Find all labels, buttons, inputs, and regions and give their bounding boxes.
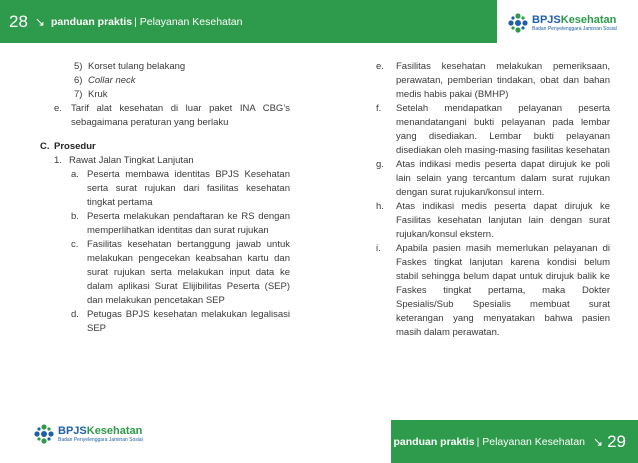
list-item: c. Fasilitas kesehatan bertanggung jawab untuk melakukan pengecekan keabsahan kartu dan surat rujukan serta melakukan input data ke dalam aplikasi Surat Elijibilitas Peserta (SEP) dan melakukan pencetakan SEP <box>71 239 290 306</box>
bpjs-emblem-icon <box>34 424 54 444</box>
footer-guide-title: panduan praktis <box>393 436 475 448</box>
arrow-down-right-icon: ↘ <box>593 435 604 449</box>
list-item: 6) Collar neck <box>74 75 136 86</box>
list-item: g. Atas indikasi medis peserta dapat dirujuk ke poli lain selain yang tercantum dalam surat rujukan dengan surat rujukan/konsul intern. <box>376 159 610 198</box>
list-item: i. Apabila pasien masih memerlukan pelayanan di Faskes tingkat lanjutan karena kondisi belum stabil sehingga belum dapat untuk dirujuk balik ke Faskes tingkat pertama, maka Dokter Spesialis/Sub Spesialis membuat surat keterangan yang menyatakan bahwa pasien masih dalam perawatan. <box>376 243 610 338</box>
arrow-down-right-icon: ↘ <box>34 15 45 29</box>
header-guide-title: panduan praktis <box>50 16 133 28</box>
logo-brand-name: BPJSKesehatan <box>532 13 617 26</box>
header-guide-subtitle: | Pelayanan Kesehatan <box>134 16 243 28</box>
list-item: h. Atas indikasi medis peserta dapat dirujuk ke Fasilitas kesehatan lanjutan lain dengan surat rujukan/konsul ekstern. <box>376 201 610 240</box>
list-item: e. Fasilitas kesehatan melakukan pemeriksaan, perawatan, pemberian tindakan, obat dan bahan medis habis pakai (BMHP) <box>376 61 610 100</box>
list-item: 7) Kruk <box>74 89 108 100</box>
logo-subtitle: Badan Penyelenggara Jaminan Sosial <box>532 25 617 32</box>
page-header <box>0 0 638 43</box>
section-heading: C. Prosedur <box>40 141 96 152</box>
footer-text <box>394 430 627 454</box>
list-item: f. Setelah mendapatkan pelayanan peserta menandatangani bukti pelayanan pada lembar yang disediakan. Lembar bukti pelayanan disediakan oleh masing-masing fasilitas kesehatan <box>376 103 610 156</box>
left-column <box>40 60 290 336</box>
footer-bar <box>391 420 638 463</box>
footer-guide-subtitle: | Pelayanan Kesehatan <box>476 436 586 448</box>
list-item: d. Petugas BPJS kesehatan melakukan legalisasi SEP <box>71 309 290 334</box>
page-number-left: 28 <box>9 12 28 31</box>
list-item: 5) Korset tulang belakang <box>74 61 186 72</box>
bpjs-logo-top <box>508 13 617 33</box>
list-item: b. Peserta melakukan pendaftaran ke RS dengan memperlihatkan identitas dan surat rujukan <box>71 211 290 236</box>
page-number-right: 29 <box>607 432 626 451</box>
bpjs-emblem-icon <box>508 13 528 33</box>
list-item: 1. Rawat Jalan Tingkat Lanjutan <box>54 155 194 166</box>
bpjs-logo-bottom <box>34 424 143 444</box>
list-item: a. Peserta membawa identitas BPJS Kesehatan serta surat rujukan dari fasilitas kesehatan tingkat pertama <box>71 169 290 208</box>
right-column <box>376 60 610 340</box>
logo-subtitle: Badan Penyelenggara Jaminan Sosial <box>58 436 143 443</box>
list-item: e. Tarif alat kesehatan di luar paket INA CBG’s sebagaimana peraturan yang berlaku <box>54 103 290 128</box>
header-text <box>9 10 243 34</box>
header-bar <box>0 0 497 43</box>
logo-brand-name: BPJSKesehatan <box>58 424 143 437</box>
